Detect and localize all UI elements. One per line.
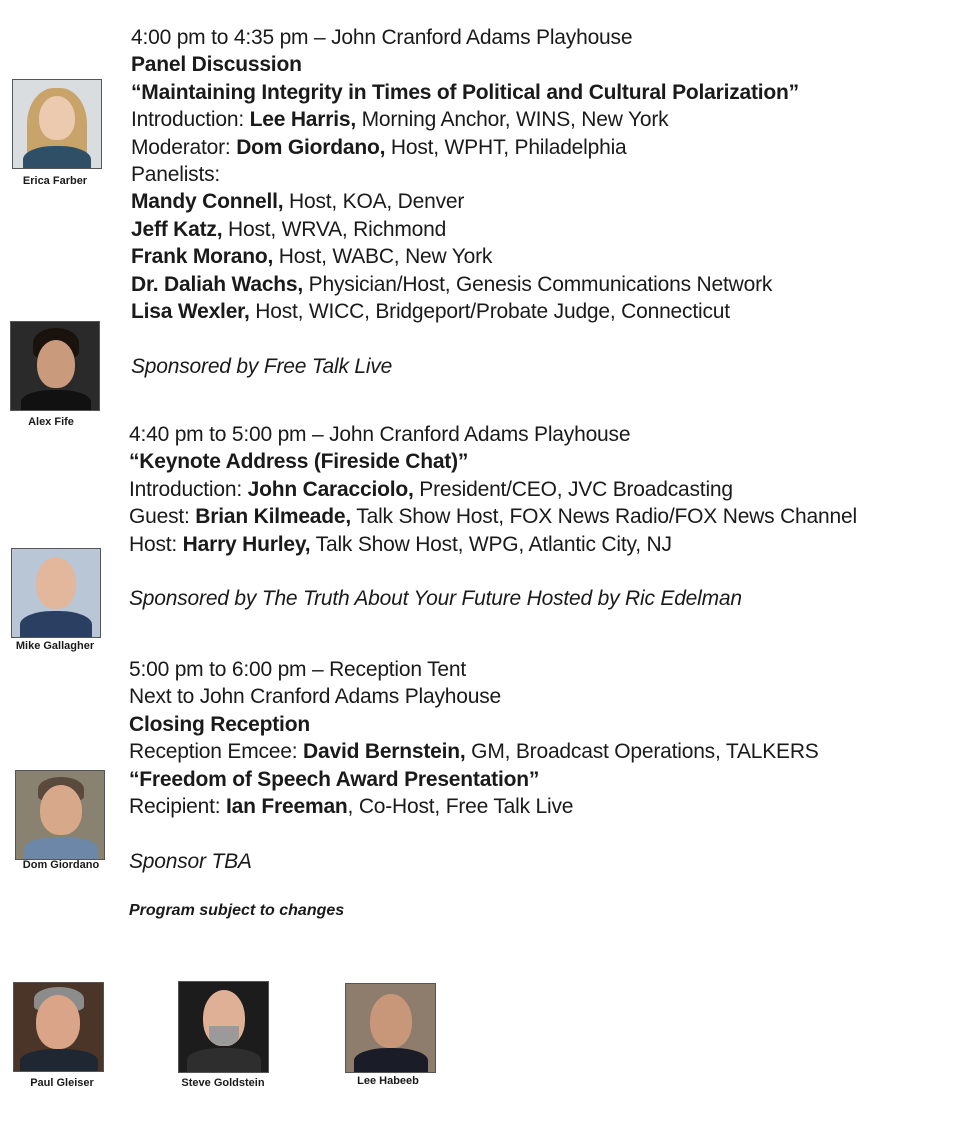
panelist-line	[131, 243, 799, 270]
body-shape	[187, 1048, 261, 1073]
photo-steve-goldstein	[178, 981, 269, 1073]
session-time: 4:40 pm to 5:00 pm – John Cranford Adams Playhouse	[129, 423, 631, 446]
body-shape	[354, 1048, 428, 1073]
recipient-line	[129, 793, 819, 820]
panelist-rest: Host, KOA, Denver	[283, 190, 465, 214]
beard-shape	[209, 1026, 239, 1046]
face-shape	[36, 557, 76, 609]
face-shape	[370, 994, 412, 1048]
panelist-name: Frank Morano,	[131, 245, 274, 269]
moderator-name: Dom Giordano,	[236, 135, 386, 159]
body-shape	[20, 611, 92, 638]
spacer	[129, 820, 819, 847]
panelist-name: Jeff Katz,	[131, 217, 223, 241]
body-shape	[24, 837, 98, 860]
panelist-rest: Host, WICC, Bridgeport/Probate Judge, Connecticut	[249, 299, 730, 323]
host-name: Harry Hurley,	[182, 532, 311, 556]
sponsor-line: Sponsor TBA	[129, 849, 252, 873]
photo-paul-gleiser	[13, 982, 104, 1072]
intro-line	[129, 476, 857, 503]
caption-erica-farber: Erica Farber	[22, 175, 88, 187]
guest-rest: Talk Show Host, FOX News Radio/FOX News Channel	[351, 505, 857, 529]
recipient-rest: , Co-Host, Free Talk Live	[347, 794, 574, 818]
panelist-name: Mandy Connell,	[131, 190, 284, 214]
sponsor-line: Sponsored by The Truth About Your Future Hosted by Ric Edelman	[129, 587, 742, 611]
body-shape	[21, 390, 91, 411]
intro-line	[131, 106, 799, 133]
host-line	[129, 531, 857, 558]
intro-rest: President/CEO, JVC Broadcasting	[413, 477, 733, 501]
moderator-label: Moderator:	[131, 135, 237, 159]
caption-lee-habeeb: Lee Habeeb	[357, 1075, 419, 1087]
sponsor-line: Sponsored by Free Talk Live	[131, 354, 393, 378]
spacer	[129, 558, 857, 585]
emcee-line	[129, 738, 819, 765]
panelist-name: Dr. Daliah Wachs,	[131, 272, 304, 296]
caption-paul-gleiser: Paul Gleiser	[30, 1077, 94, 1089]
photo-lee-habeeb	[345, 983, 436, 1073]
panelists-label: Panelists:	[131, 162, 221, 186]
session-title: “Keynote Address (Fireside Chat)”	[129, 450, 469, 474]
photo-mike-gallagher	[11, 548, 101, 638]
intro-label: Introduction:	[129, 477, 248, 501]
panelist-line	[131, 216, 799, 243]
session-time: 4:00 pm to 4:35 pm – John Cranford Adams Playhouse	[131, 26, 633, 49]
session-time: 5:00 pm to 6:00 pm – Reception Tent	[129, 658, 466, 681]
moderator-line	[131, 134, 799, 161]
guest-label: Guest:	[129, 505, 196, 529]
caption-alex-fife: Alex Fife	[28, 416, 74, 428]
emcee-name: David Bernstein,	[303, 740, 466, 764]
panelist-rest: Host, WRVA, Richmond	[222, 217, 447, 241]
emcee-label: Reception Emcee:	[129, 740, 304, 764]
face-shape	[36, 995, 80, 1049]
caption-steve-goldstein: Steve Goldstein	[181, 1077, 265, 1089]
moderator-rest: Host, WPHT, Philadelphia	[385, 135, 627, 159]
panelist-line	[131, 298, 799, 325]
emcee-rest: GM, Broadcast Operations, TALKERS	[465, 740, 819, 764]
award-title: “Freedom of Speech Award Presentation”	[129, 767, 540, 791]
program-note: Program subject to changes	[129, 902, 345, 919]
session-location: Next to John Cranford Adams Playhouse	[129, 685, 501, 709]
caption-mike-gallagher: Mike Gallagher	[15, 640, 95, 652]
intro-name: John Caracciolo,	[247, 477, 414, 501]
panelist-line	[131, 188, 799, 215]
session-heading: Closing Reception	[129, 712, 310, 736]
section-panel-discussion	[131, 24, 799, 380]
panelist-name: Lisa Wexler,	[131, 299, 250, 323]
panelist-rest: Host, WABC, New York	[273, 245, 493, 269]
recipient-label: Recipient:	[129, 794, 227, 818]
intro-name: Lee Harris,	[249, 108, 356, 132]
face-shape	[39, 96, 75, 140]
photo-dom-giordano	[15, 770, 105, 860]
caption-dom-giordano: Dom Giordano	[22, 859, 100, 871]
intro-label: Introduction:	[131, 108, 250, 132]
face-shape	[40, 785, 82, 835]
spacer	[131, 325, 799, 352]
panelist-line	[131, 271, 799, 298]
guest-name: Brian Kilmeade,	[195, 505, 352, 529]
section-keynote	[129, 421, 857, 613]
guest-line	[129, 503, 857, 530]
face-shape	[37, 340, 75, 388]
recipient-name: Ian Freeman	[226, 794, 348, 818]
host-label: Host:	[129, 532, 183, 556]
intro-rest: Morning Anchor, WINS, New York	[355, 108, 669, 132]
session-heading: Panel Discussion	[131, 53, 302, 77]
body-shape	[20, 1049, 98, 1072]
panelist-rest: Physician/Host, Genesis Communications Network	[303, 272, 773, 296]
body-shape	[23, 146, 91, 169]
section-closing-reception	[129, 656, 819, 875]
photo-erica-farber	[12, 79, 102, 169]
photo-alex-fife	[10, 321, 100, 411]
host-rest: Talk Show Host, WPG, Atlantic City, NJ	[310, 532, 672, 556]
session-title: “Maintaining Integrity in Times of Political and Cultural Polarization”	[131, 80, 799, 104]
